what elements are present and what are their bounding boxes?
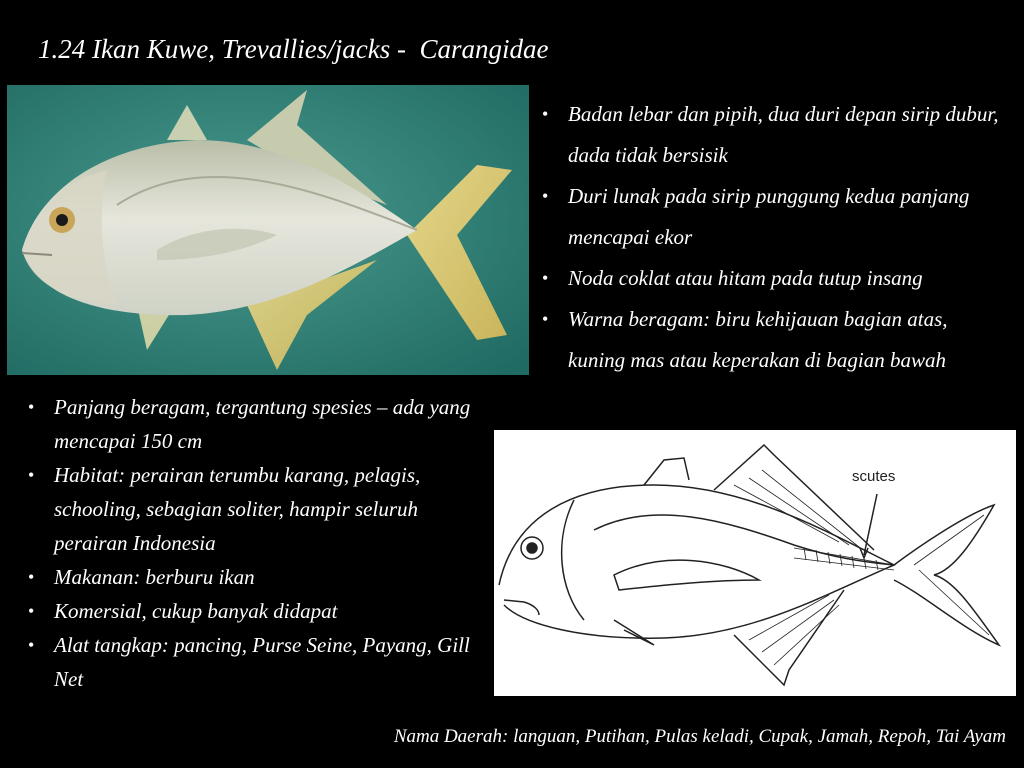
list-item: • Makanan: berburu ikan — [24, 560, 494, 594]
list-item: • Komersial, cukup banyak didapat — [24, 594, 494, 628]
list-item: • Noda coklat atau hitam pada tutup insang — [538, 258, 1008, 299]
bullet-icon: • — [542, 186, 549, 206]
bullet-icon: • — [28, 567, 35, 587]
list-item: • Alat tangkap: pancing, Purse Seine, Payang, Gill Net — [24, 628, 494, 696]
list-item: • Warna beragam: biru kehijauan bagian atas, kuning mas atau keperakan di bagian bawah — [538, 299, 1008, 381]
bullet-icon: • — [28, 601, 35, 621]
fish-line-drawing — [494, 430, 1016, 696]
bullet-icon: • — [542, 104, 549, 124]
list-item: • Badan lebar dan pipih, dua duri depan sirip dubur, dada tidak bersisik — [538, 94, 1008, 176]
left-bullet-list — [24, 390, 494, 696]
bullet-icon: • — [28, 465, 35, 485]
slide-title: 1.24 Ikan Kuwe, Trevallies/jacks - Carangidae — [38, 34, 549, 64]
bullet-icon: • — [28, 635, 35, 655]
list-item: • Habitat: perairan terumbu karang, pelagis, schooling, sebagian soliter, hampir seluruh perairan Indonesia — [24, 458, 494, 560]
bullet-icon: • — [28, 397, 35, 417]
bullet-icon: • — [542, 309, 549, 329]
right-bullet-list — [538, 94, 1008, 381]
fish-photo — [7, 85, 529, 375]
scutes-label: scutes — [852, 468, 896, 485]
list-item: • Duri lunak pada sirip punggung kedua panjang mencapai ekor — [538, 176, 1008, 258]
footer-local-names: Nama Daerah: languan, Putihan, Pulas keladi, Cupak, Jamah, Repoh, Tai Ayam — [393, 726, 1006, 747]
bullet-icon: • — [542, 268, 549, 288]
list-item: • Panjang beragam, tergantung spesies – ada yang mencapai 150 cm — [24, 390, 494, 458]
